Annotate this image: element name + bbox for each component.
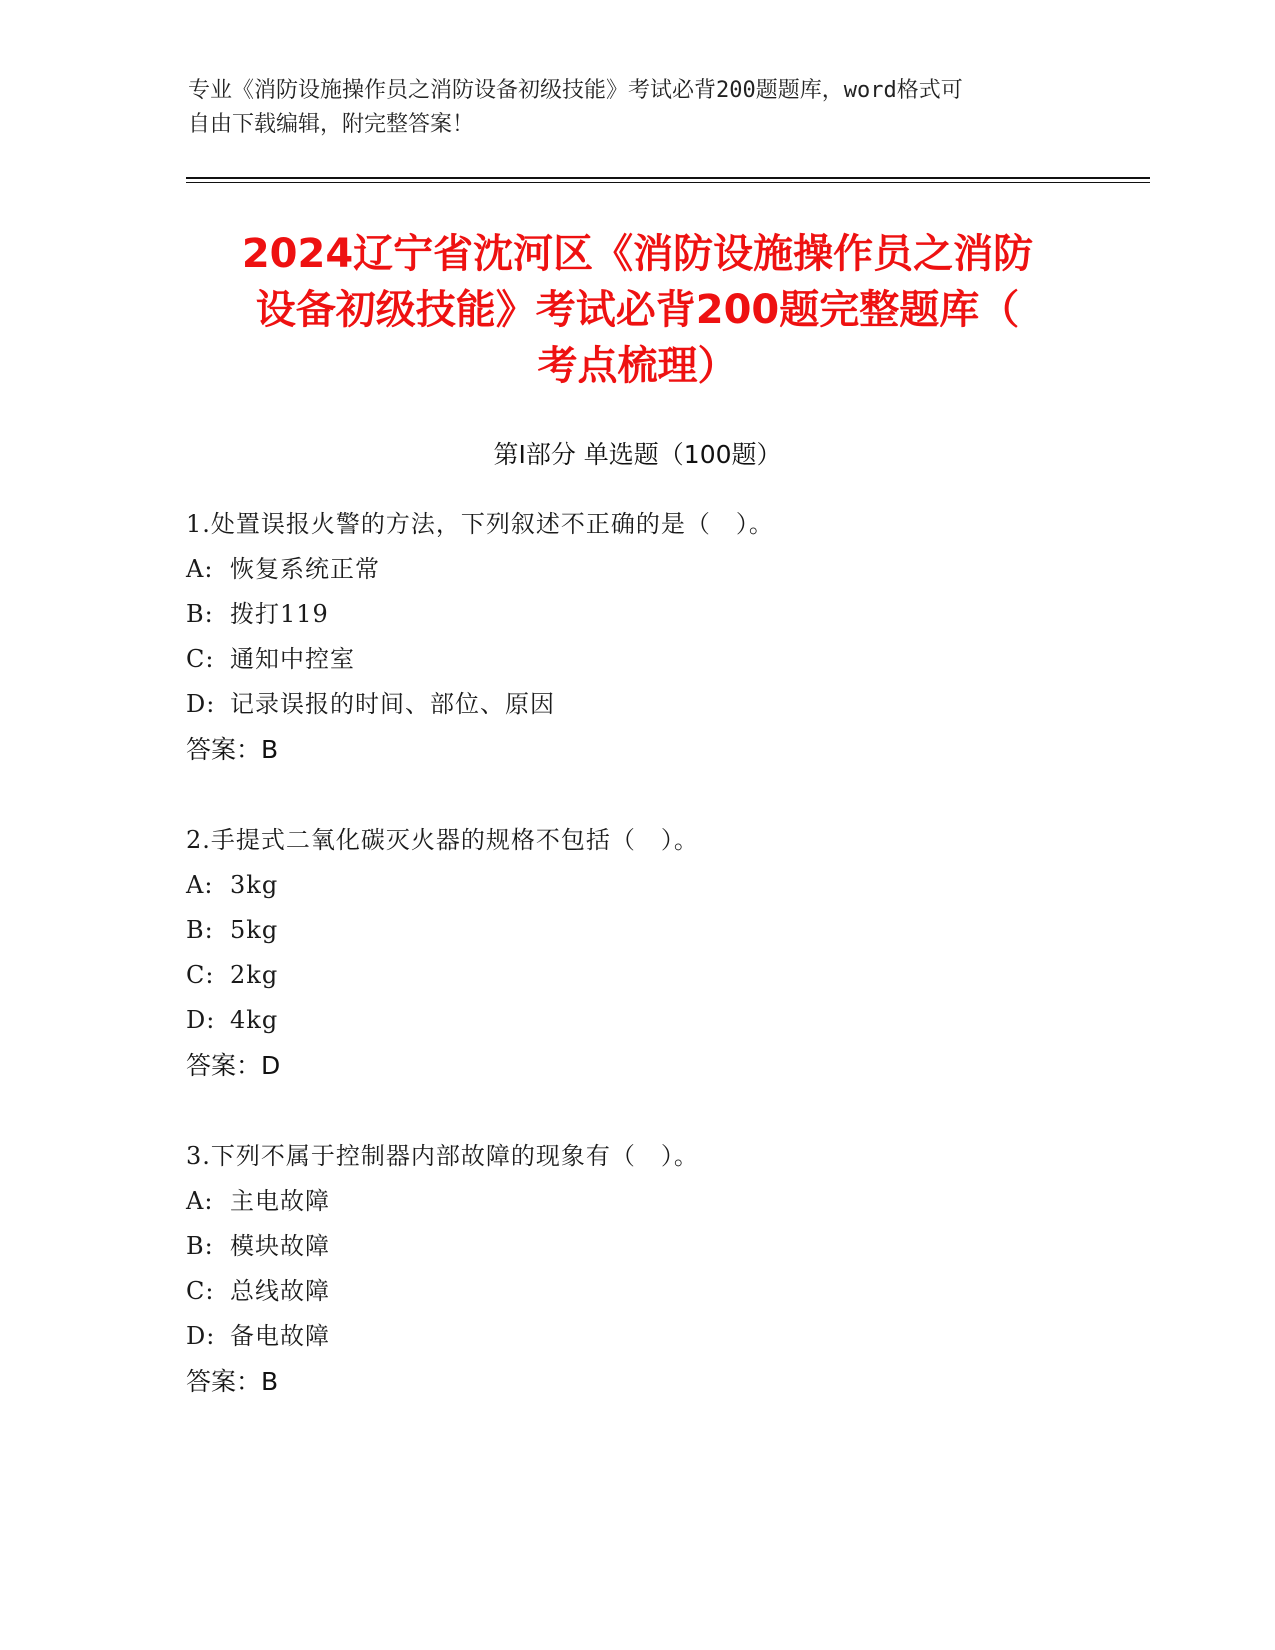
question-3 bbox=[186, 1134, 1166, 1404]
option-letter: D: bbox=[186, 1322, 216, 1350]
header-note-line-2: 自由下载编辑，附完整答案！ bbox=[188, 112, 475, 137]
option-letter: A: bbox=[186, 871, 214, 899]
question-stem: 3.下列不属于控制器内部故障的现象有（ ）。 bbox=[186, 1142, 699, 1170]
title-line-3: 考点梳理） bbox=[537, 343, 738, 389]
option-text: 5kg bbox=[230, 916, 279, 944]
option-text: 总线故障 bbox=[230, 1277, 330, 1305]
section-heading: 第I部分 单选题（100题） bbox=[493, 440, 782, 469]
option-d bbox=[186, 682, 1166, 727]
option-text: 2kg bbox=[230, 961, 279, 989]
option-letter: B: bbox=[186, 600, 214, 628]
option-b bbox=[186, 592, 1166, 637]
option-d bbox=[186, 998, 1166, 1043]
option-d bbox=[186, 1314, 1166, 1359]
option-c bbox=[186, 1269, 1166, 1314]
option-text: 主电故障 bbox=[230, 1187, 330, 1215]
option-text: 恢复系统正常 bbox=[230, 555, 380, 583]
answer-label: 答案：B bbox=[186, 1367, 279, 1396]
option-text: 通知中控室 bbox=[230, 645, 355, 673]
option-letter: A: bbox=[186, 555, 214, 583]
answer-label: 答案：B bbox=[186, 735, 279, 764]
option-b bbox=[186, 1224, 1166, 1269]
question-stem: 1.处置误报火警的方法，下列叙述不正确的是（ ）。 bbox=[186, 510, 774, 538]
title-line-1: 2024辽宁省沈河区《消防设施操作员之消防 bbox=[241, 231, 1034, 277]
option-text: 4kg bbox=[230, 1006, 279, 1034]
option-text: 模块故障 bbox=[230, 1232, 330, 1260]
option-letter: C: bbox=[186, 645, 215, 673]
option-letter: B: bbox=[186, 1232, 214, 1260]
title-line-2: 设备初级技能》考试必背200题完整题库（ bbox=[255, 287, 1020, 333]
question-stem: 2.手提式二氧化碳灭火器的规格不包括（ ）。 bbox=[186, 826, 699, 854]
answer-label: 答案：D bbox=[186, 1051, 281, 1080]
header-note-line-1: 专业《消防设施操作员之消防设备初级技能》考试必背200题题库，word格式可 bbox=[188, 78, 963, 103]
option-letter: B: bbox=[186, 916, 214, 944]
option-a bbox=[186, 547, 1166, 592]
document-title bbox=[150, 226, 1125, 394]
option-b bbox=[186, 908, 1166, 953]
option-a bbox=[186, 1179, 1166, 1224]
header-divider-thin bbox=[186, 182, 1150, 183]
option-text: 记录误报的时间、部位、原因 bbox=[230, 690, 555, 718]
header-divider-thick bbox=[186, 177, 1150, 179]
option-letter: C: bbox=[186, 961, 215, 989]
option-text: 3kg bbox=[230, 871, 279, 899]
option-text: 备电故障 bbox=[230, 1322, 330, 1350]
option-a bbox=[186, 863, 1166, 908]
option-letter: A: bbox=[186, 1187, 214, 1215]
option-c bbox=[186, 953, 1166, 998]
option-letter: C: bbox=[186, 1277, 215, 1305]
option-text: 拨打119 bbox=[230, 600, 329, 628]
question-2 bbox=[186, 818, 1166, 1088]
option-letter: D: bbox=[186, 1006, 216, 1034]
option-letter: D: bbox=[186, 690, 216, 718]
option-c bbox=[186, 637, 1166, 682]
question-1 bbox=[186, 502, 1166, 772]
header-note bbox=[188, 74, 1068, 142]
